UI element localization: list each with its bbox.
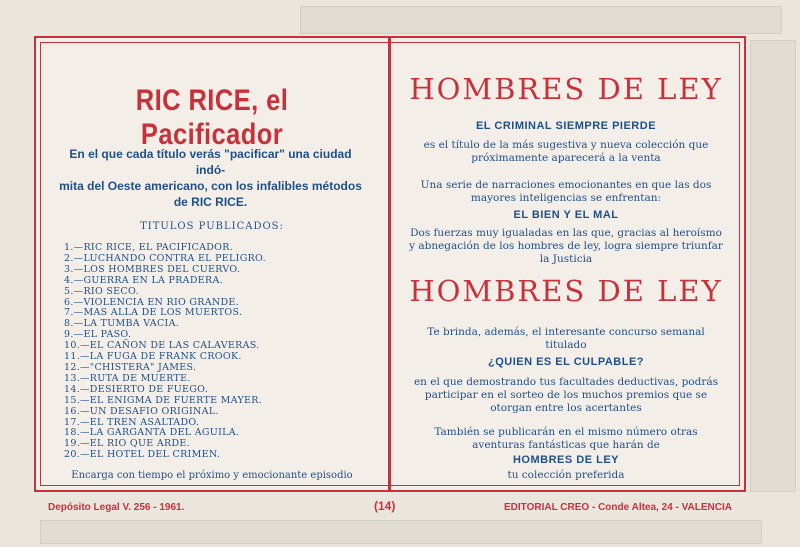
text-line: También se publicarán en el mismo número otras	[434, 426, 698, 438]
text-line: mayores inteligencias se enfrentan:	[470, 192, 662, 204]
published-titles-list	[64, 243, 266, 461]
series-title: RIC RICE, el Pacificador	[135, 84, 289, 151]
bleed-through-panel-right	[750, 40, 796, 492]
collection-heading-1: HOMBRES DE LEY	[409, 72, 723, 106]
publisher-info: EDITORIAL CREO - Conde Altea, 24 - VALENCIA	[504, 502, 732, 513]
list-item: 12.—"CHISTERA" JAMES.	[64, 361, 197, 373]
page-number: (14)	[374, 499, 396, 513]
list-item: 9.—EL PASO.	[64, 329, 132, 341]
intro-line: de RIC RICE.	[173, 195, 248, 209]
good-and-evil-subtitle: EL BIEN Y EL MAL	[513, 209, 619, 221]
text-line: es el título de la más sugestiva y nueva colección que	[423, 139, 709, 151]
text-line: titulado	[545, 339, 587, 351]
list-item: 20.—EL HOTEL DEL CRIMEN.	[64, 449, 221, 461]
list-item: 10.—EL CAÑON DE LAS CALAVERAS.	[64, 340, 260, 352]
paragraph-1	[406, 139, 726, 165]
paragraph-2	[406, 179, 726, 205]
right-column	[392, 38, 740, 490]
list-item: 15.—EL ENIGMA DE FUERTE MAYER.	[64, 394, 263, 406]
published-titles-heading: TITULOS PUBLICADOS:	[140, 221, 284, 232]
collection-heading-2: HOMBRES DE LEY	[409, 274, 723, 308]
bleed-through-panel-bottom	[40, 520, 762, 544]
list-item: 18.—LA GARGANTA DEL AGUILA.	[64, 427, 240, 439]
list-item: 11.—LA FUGA DE FRANK CROOK.	[64, 351, 242, 363]
legal-deposit: Depósito Legal V. 256 - 1961.	[48, 502, 185, 513]
list-item: 2.—LUCHANDO CONTRA EL PELIGRO.	[64, 252, 266, 264]
list-item: 6.—VIOLENCIA EN RIO GRANDE.	[64, 296, 239, 308]
list-item: 8.—LA TUMBA VACIA.	[64, 318, 180, 330]
intro-line: mita del Oeste americano, con los infalibles métodos	[59, 179, 362, 193]
list-item: 16.—UN DESAFIO ORIGINAL.	[64, 405, 219, 417]
text-line: y abnegación de los hombres de ley, logra siempre triunfar	[409, 240, 723, 252]
collection-subtitle: EL CRIMINAL SIEMPRE PIERDE	[475, 120, 657, 132]
text-line: Te brinda, además, el interesante concurso semanal	[427, 326, 705, 338]
text-line: próximamente aparecerá a la venta	[471, 152, 661, 164]
paragraph-4	[406, 326, 726, 352]
intro-line: En el que cada título verás "pacificar" una ciudad indó-	[69, 147, 352, 177]
series-intro	[58, 146, 363, 210]
list-item: 14.—DESIERTO DE FUEGO.	[64, 383, 209, 395]
contest-title: ¿QUIEN ES EL CULPABLE?	[487, 356, 645, 368]
list-item: 17.—EL TREN ASALTADO.	[64, 416, 200, 428]
bleed-through-panel-top	[300, 6, 782, 34]
text-line: Dos fuerzas muy igualadas en las que, gracias al heroísmo	[410, 227, 722, 239]
list-item: 4.—GUERRA EN LA PRADERA.	[64, 274, 223, 286]
text-line: otorgan entre los acertantes	[490, 402, 642, 414]
list-item: 3.—LOS HOMBRES DEL CUERVO.	[64, 263, 241, 275]
paragraph-6	[406, 426, 726, 452]
paragraph-7: tu colección preferida	[507, 469, 625, 481]
text-line: aventuras fantásticas que harán de	[472, 439, 660, 451]
list-item: 5.—RIO SECO.	[64, 285, 139, 297]
text-line: en el que demostrando tus facultades deductivas, podrás	[413, 376, 719, 388]
bordered-frame	[34, 36, 746, 492]
imprint-bar	[34, 496, 746, 520]
text-line: la Justicia	[539, 253, 593, 265]
left-column	[36, 38, 388, 490]
list-item: 7.—MAS ALLA DE LOS MUERTOS.	[64, 307, 243, 319]
paragraph-5	[406, 376, 726, 415]
text-line: participar en el sorteo de los muchos premios que se	[424, 389, 708, 401]
next-episode-note: Encarga con tiempo el próximo y emocionante episodio	[71, 470, 353, 481]
text-line: Una serie de narraciones emocionantes en que las dos	[420, 179, 712, 191]
column-divider	[388, 38, 391, 490]
list-item: 19.—EL RIO QUE ARDE.	[64, 438, 190, 450]
list-item: 1.—RIC RICE, EL PACIFICADOR.	[64, 242, 234, 253]
collection-name: HOMBRES DE LEY	[512, 454, 619, 466]
list-item: 13.—RUTA DE MUERTE.	[64, 372, 191, 384]
paragraph-3	[406, 227, 726, 266]
